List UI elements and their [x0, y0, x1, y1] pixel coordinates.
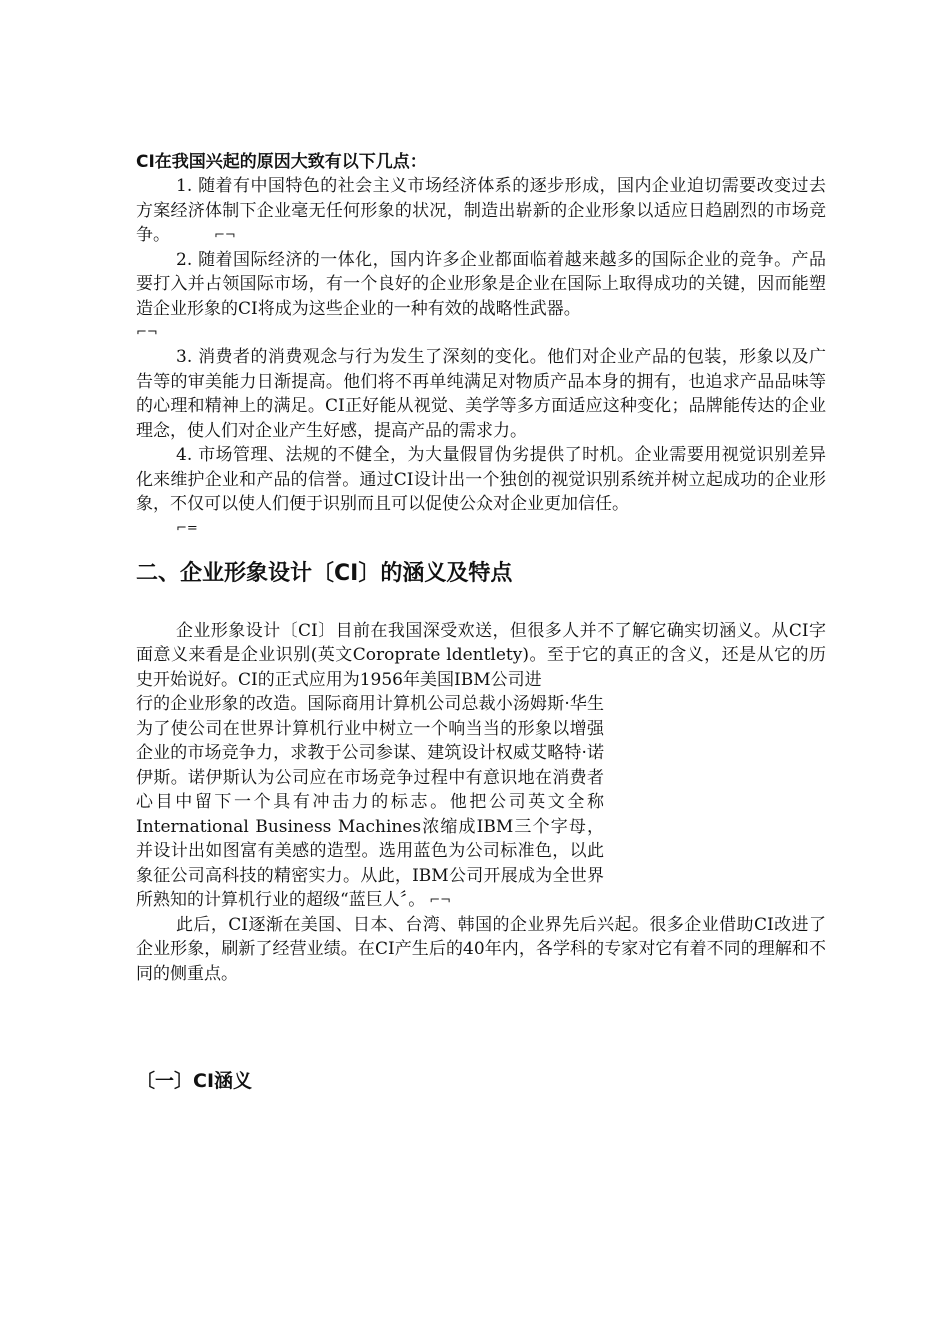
ci-history-paragraph-continued — [136, 692, 604, 913]
paragraph-mark-icon: ⌐¬ — [214, 228, 236, 243]
reason-item-1-text: 1. 随着有中国特色的社会主义市场经济体系的逐步形成，国内企业迫切需要改变过去方案经济体制下企业毫无任何形象的状况，制造出崭新的企业形象以适应日趋剧烈的市场竞争。 — [136, 176, 826, 245]
reason-item-2-text: 2. 随着国际经济的一体化，国内许多企业都面临着越来越多的国际企业的竞争。产品要打入并占领国际市场，有一个良好的企业形象是企业在国际上取得成功的关键，因而能塑造企业形象的CI将成为这些企业的一种有效的战略性武器。 — [136, 249, 826, 319]
ci-rise-paragraph: 此后，CI逐渐在美国、日本、台湾、韩国的企业界先后兴起。很多企业借助CI改进了企业形象，刷新了经营业绩。在CI产生后的40年内，各学科的专家对它有着不同的理解和不同的侧重点。 — [136, 914, 826, 984]
paragraph-end-mark-icon: ⌐= — [176, 520, 198, 536]
document-page — [136, 150, 826, 1094]
paragraph-mark-icon: ⌐¬ — [429, 893, 451, 908]
ci-history-text: 行的企业形象的改造。国际商用计算机公司总裁小汤姆斯·华生为了使公司在世界计算机行业中树立一个响当当的形象以增强企业的市场竞争力，求教于公司参谋、建筑设计权威艾略特·诺伊斯。诺伊斯认为公司应在市场竞争过程中有意识地在消费者心目中留下一个具有冲击力的标志。他把公司英文全称International Business Machines浓缩成IBM三个字母，并设计出如图富有美感的造型。选用蓝色为公司标准色，以此象征公司高科技的精密实力。从此，IBM公司开展成为全世界所熟知的计算机行业的超级“蓝巨人〞。 — [136, 694, 604, 910]
reason-item-3: 3. 消费者的消费观念与行为发生了深刻的变化。他们对企业产品的包装，形象以及广告等的审美能力日渐提高。他们将不再单纯满足对物质产品本身的拥有，也追求产品品味等的心理和精神上的满足。CI正好能从视觉、美学等多方面适应这种变化；品牌能传达的企业理念，使人们对企业产生好感，提高产品的需求力。 — [136, 347, 826, 441]
reason-item-2 — [136, 248, 826, 322]
ci-history-paragraph: 企业形象设计〔CI〕目前在我国深受欢送，但很多人并不了解它确实切涵义。从CI字面意义来看是企业识别(英文Coroprate ldentlety)。至于它的真正的含义，还是从它的历史开始说好。CI的正式应用为1956年美国IBM公司进 — [136, 620, 826, 690]
reason-item-1 — [136, 174, 826, 248]
reason-item-4: 4. 市场管理、法规的不健全，为大量假冒伪劣提供了时机。企业需要用视觉识别差异化来维护企业和产品的信誉。通过CI设计出一个独创的视觉识别系统并树立起成功的企业形象，不仅可以使人们便于识别而且可以促使公众对企业更加信任。 — [136, 445, 826, 514]
paragraph-mark-icon: ⌐¬ — [136, 325, 158, 340]
sub-heading-ci-meaning: 〔一〕CI涵义 — [136, 1070, 253, 1092]
section-title: 二、企业形象设计〔CI〕的涵义及特点 — [136, 560, 513, 586]
intro-heading: CI在我国兴起的原因大致有以下几点： — [136, 152, 427, 172]
